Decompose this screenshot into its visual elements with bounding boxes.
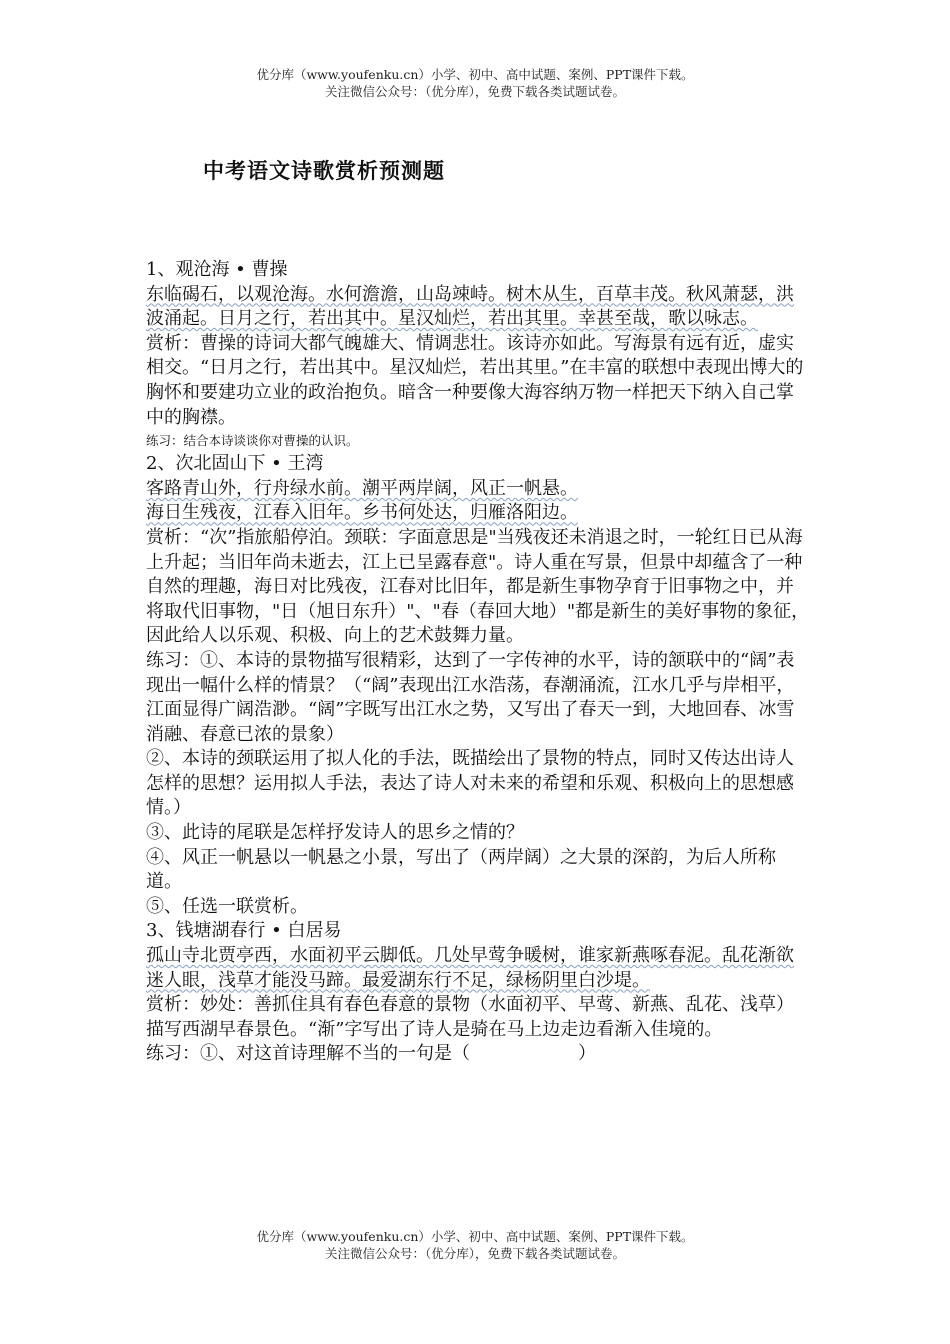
section-2-question-2: ②、本诗的颈联运用了拟人化的手法，既描绘出了景物的特点，同时又传达出诗人怎样的思想？运用拟人手法，表达了诗人对未来的希望和乐观、积极向上的思想感情。） [146, 748, 794, 819]
section-1-heading: 1、观沧海 • 曹操 [146, 259, 288, 280]
footer-line-2: 关注微信公众号：（优分库），免费下载各类试题试卷。 [324, 1246, 625, 1261]
section-1-analysis: 赏析：曹操的诗词大都气魄雄大、情调悲壮。该诗亦如此。写海景有远有近，虚实相交。“日月之行，若出其中。星汉灿烂，若出其里。”在丰富的联想中表现出博大的胸怀和要建功立业的政治抱负。暗含一种要像大海容纳万物一样把天下纳入自己掌中的胸襟。 [146, 332, 804, 428]
section-2-analysis: 赏析：“次”指旅船停泊。颈联：字面意思是"当残夜还未消退之时，一轮红日已从海上升起；当旧年尚未逝去，江上已呈露春意"。诗人重在写景，但景中却蕴含了一种自然的理趣，海日对比残夜，江春对比旧年，都是新生事物孕育于旧事物之中，并将取代旧事物，"日（旭日东升）"、"春（春回大地）"都是新生的美好事物的象征，因此给人以乐观、积极、向上的艺术鼓舞力量。 [146, 526, 810, 647]
section-2-question-1: 练习：①、本诗的景物描写很精彩，达到了一字传神的水平，诗的颔联中的“阔”表现出一幅什么样的情景？（“阔”表现出江水浩荡，春潮涌流，江水几乎与岸相平，江面显得广阔浩渺。“阔”字既写出江水之势，又写出了春天一到，大地回春、冰雪消融、春意已浓的景象） [146, 649, 795, 745]
section-2-poem-line-2: 海日生残夜，江春入旧年。乡书何处达，归雁洛阳边。 [146, 502, 578, 524]
section-2-poem-line-1: 客路青山外，行舟绿水前。潮平两岸阔，风正一帆悬。 [146, 477, 578, 499]
document-title: 中考语文诗歌赏析预测题 [203, 159, 445, 183]
section-3-heading: 3、钱塘湖春行 • 白居易 [146, 920, 342, 942]
header-line-2: 关注微信公众号：（优分库），免费下载各类试题试卷。 [324, 84, 625, 99]
page-header [0, 66, 950, 100]
section-3-question-1: 练习：①、对这首诗理解不当的一句是（ ） [146, 1043, 596, 1065]
section-3-analysis: 赏析：妙处：善抓住具有春色春意的景物（水面初平、早莺、新燕、乱花、浅草）描写西湖早春景色。“渐”字写出了诗人是骑在马上边走边看渐入佳境的。 [146, 994, 794, 1040]
section-1-exercise: 练习：结合本诗谈谈你对曹操的认识。 [146, 433, 359, 449]
section-2-heading: 2、次北固山下 • 王湾 [146, 453, 324, 475]
section-2-question-5: ⑤、任选一联赏析。 [146, 895, 308, 917]
section-1-poem: 东临碣石，以观沧海。水何澹澹，山岛竦峙。树木从生，百草丰茂。秋风萧瑟，洪波涌起。日月之行，若出其中。星汉灿烂，若出其里。幸甚至哉，歌以咏志。 [146, 283, 794, 330]
document-body [146, 258, 810, 1067]
section-3-poem: 孤山寺北贾亭西，水面初平云脚低。几处早莺争暖树，谁家新燕啄春泥。乱花渐欲迷人眼，浅草才能没马蹄。最爱湖东行不足，绿杨阴里白沙堤。 [146, 945, 794, 991]
page-footer [0, 1228, 950, 1262]
header-line-1: 优分库（www.youfenku.cn）小学、初中、高中试题、案例、PPT课件下载。 [256, 67, 694, 82]
section-2-question-3: ③、此诗的尾联是怎样抒发诗人的思乡之情的？ [146, 822, 524, 844]
footer-line-1: 优分库（www.youfenku.cn）小学、初中、高中试题、案例、PPT课件下载。 [256, 1229, 694, 1244]
section-2-question-4: ④、风正一帆悬以一帆悬之小景，写出了（两岸阔）之大景的深韵，为后人所称道。 [146, 846, 776, 893]
